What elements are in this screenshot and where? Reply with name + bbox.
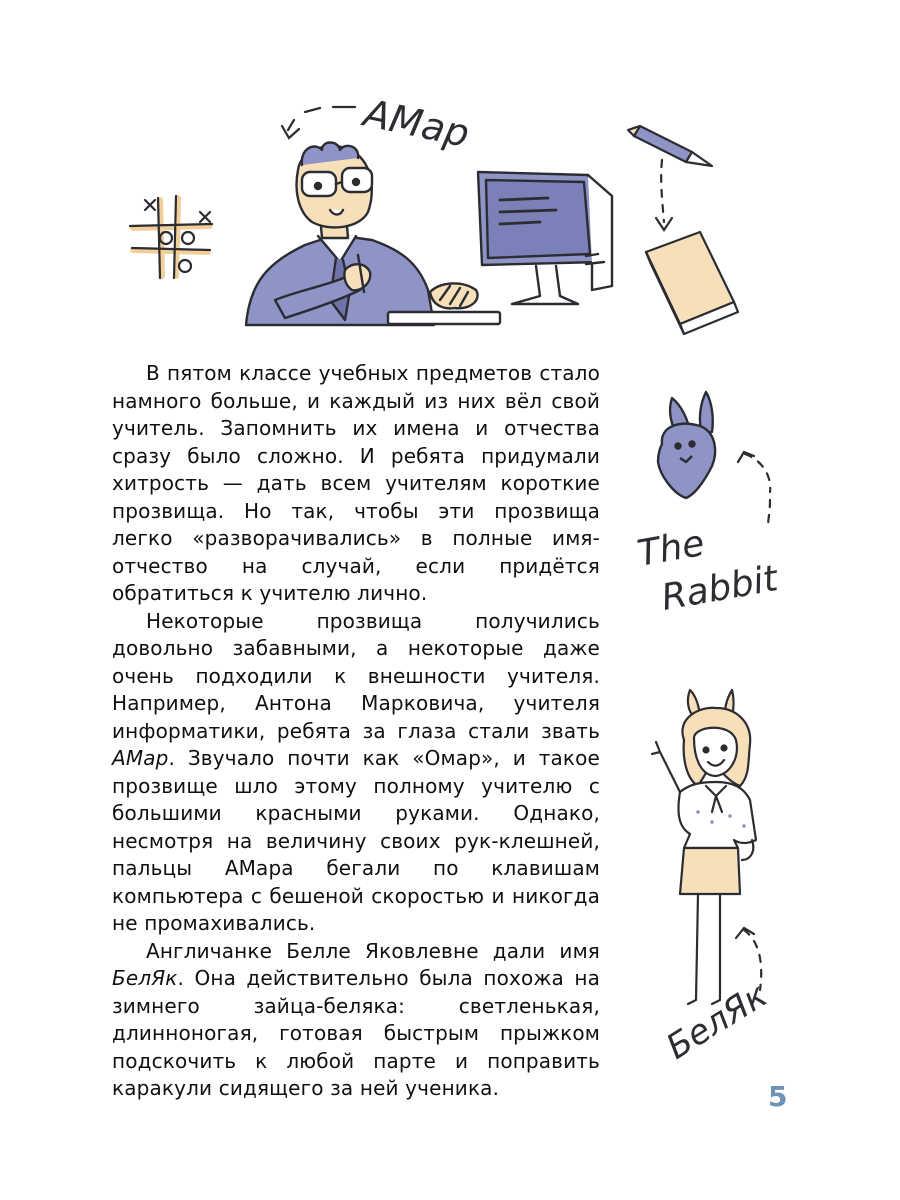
paragraph-2-text-start: Некоторые прозвища получились довольно забавными, а некоторые даже очень подходили к внешности учителя. Например, Антона Марковича, учителя информатики, ребята за глаза стали звать (112, 608, 600, 743)
paragraph-2 (112, 608, 600, 938)
rabbit-arrow (738, 452, 770, 526)
paragraph-2-text-end: . Звучало почти как «Омар», и такое прозвище шло этому полному учителю с большими красными руками. Однако, несмотря на величину своих рук-клешней, пальцы АМара бегали по клавишам компьютера с бешеной скоростью и никогда не промахивались. (112, 746, 600, 935)
book-icon (646, 232, 738, 334)
paragraph-3-text-end: . Она действительно была похожа на зимнего зайца-беляка: светленькая, длинноногая, готовая быстрым прыжком подскочить к любой парте и поправить каракули сидящего за ней ученика. (112, 966, 600, 1100)
belyak-caption: БелЯк (659, 975, 775, 1068)
teacher-amar-illustration (246, 143, 612, 326)
amar-caption: АМар (360, 90, 474, 156)
pencil-icon (628, 126, 712, 166)
rabbit-illustration (658, 392, 715, 498)
paragraph-1-text: В пятом классе учебных предметов стало намного больше, и каждый из них вёл свой учитель. Запомнить их имена и отчества сразу было сложно. И ребята придумали хитрость — дать всем учителям короткие прозвища. Но так, чтобы эти прозвища легко «разворачивались» в полные имя-отчество на случай, если придётся обратиться к учителю лично. (112, 361, 600, 605)
teacher-belyak-illustration (652, 690, 756, 1004)
tic-tac-toe-doodle (130, 196, 212, 278)
pencil-to-book-arrow (661, 160, 664, 222)
nickname-amar: АМар (112, 746, 169, 770)
story-text (112, 360, 600, 1103)
paragraph-3-text-start: Англичанке Белле Яковлевне дали имя (146, 938, 600, 963)
paragraph-1 (112, 360, 600, 608)
amar-caption-arrow (282, 107, 355, 138)
paragraph-3 (112, 938, 600, 1103)
rabbit-caption-line2: Rabbit (658, 558, 781, 619)
page-number: 5 (768, 1080, 788, 1113)
nickname-belyak: БелЯк (112, 966, 178, 990)
rabbit-caption-line1: The (634, 522, 708, 575)
